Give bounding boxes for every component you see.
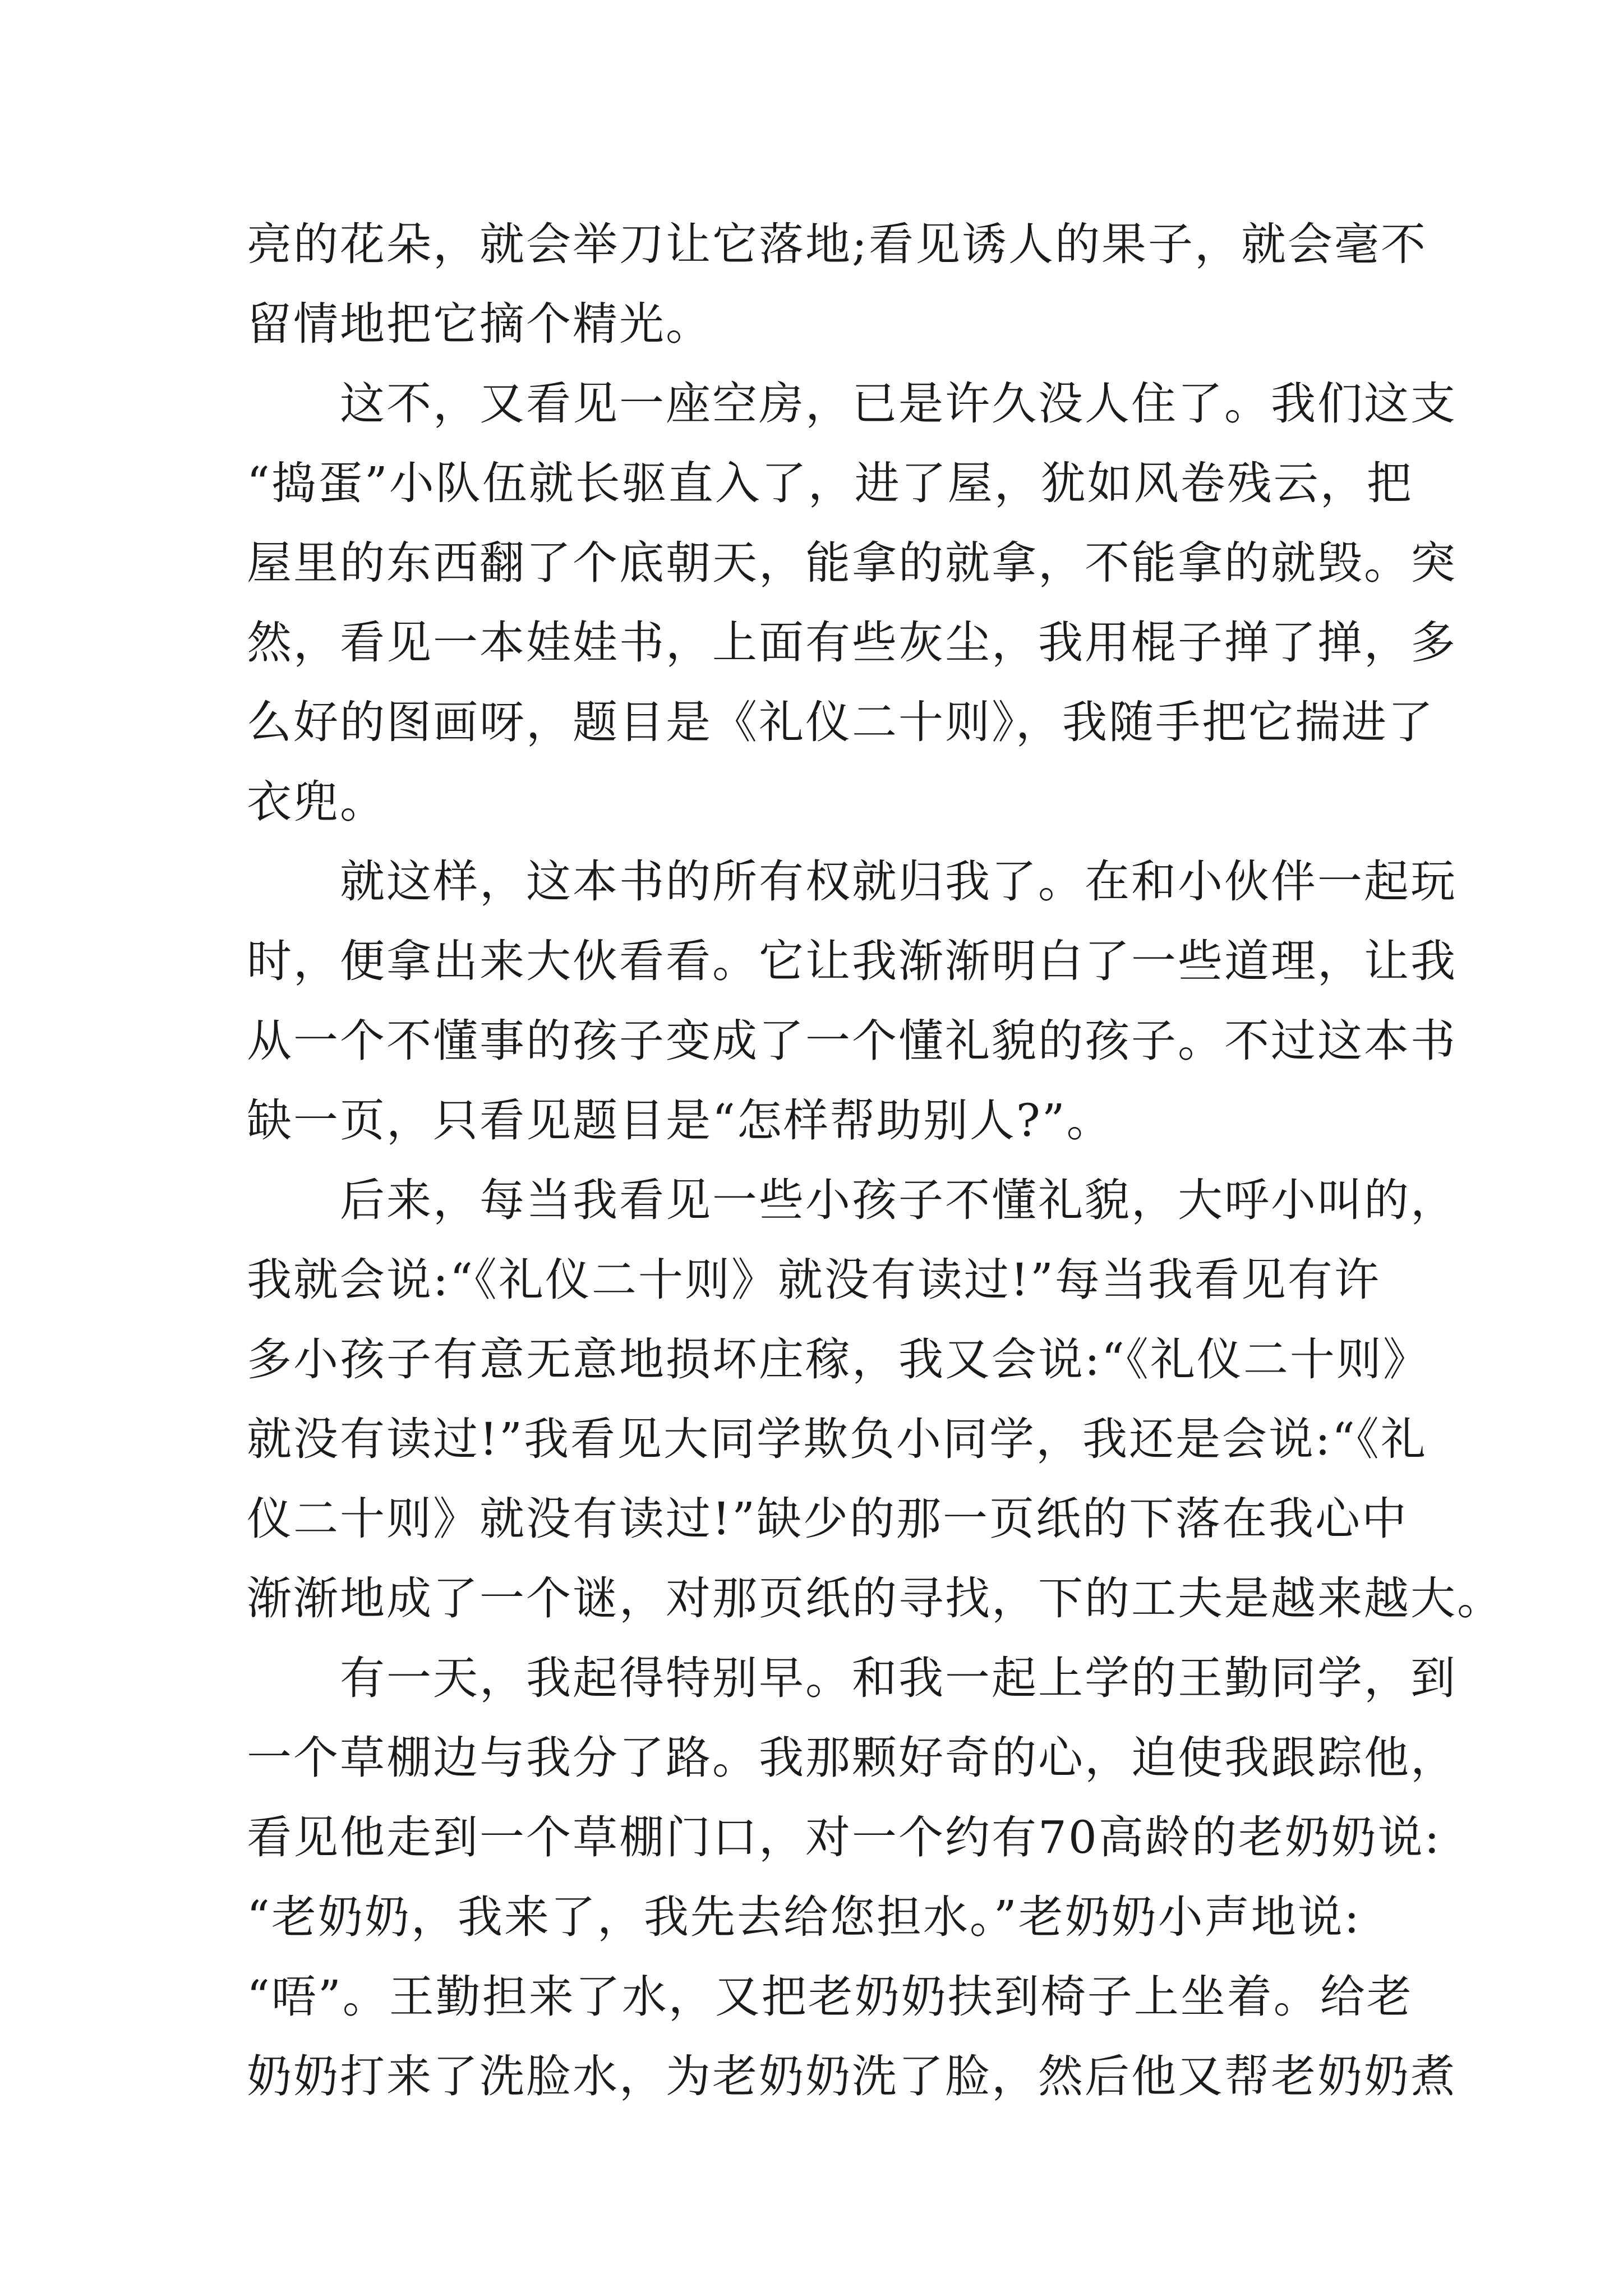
text-line: 从一个不懂事的孩子变成了一个懂礼貌的孩子。不过这本书 (247, 1015, 1457, 1067)
text-line: 仪二十则》就没有读过!”缺少的那一页纸的下落在我心中 (247, 1493, 1409, 1545)
text-line: 然，看见一本娃娃书，上面有些灰尘，我用棍子掸了掸，多 (247, 616, 1457, 669)
text-line: 就没有读过!”我看见大同学欺负小同学，我还是会说:“《礼 (247, 1413, 1427, 1465)
text-line: 后来，每当我看见一些小孩子不懂礼貌，大呼小叫的， (247, 1174, 1457, 1226)
text-line: “老奶奶，我来了，我先去给您担水。”老奶奶小声地说: (247, 1891, 1361, 1943)
essay-text (247, 205, 1504, 2116)
text-line: 亮的花朵，就会举刀让它落地;看见诱人的果子，就会毫不 (247, 218, 1427, 270)
text-line: 多小孩子有意无意地损坏庄稼，我又会说:“《礼仪二十则》 (247, 1333, 1430, 1386)
text-line: 屋里的东西翻了个底朝天，能拿的就拿，不能拿的就毁。突 (247, 537, 1457, 589)
text-line: 这不，又看见一座空房，已是许久没人住了。我们这支 (247, 378, 1457, 430)
text-line: 奶奶打来了洗脸水，为老奶奶洗了脸，然后他又帮老奶奶煮 (247, 2050, 1457, 2102)
text-line: 留情地把它摘个精光。 (247, 298, 712, 350)
text-line: 衣兜。 (247, 776, 386, 828)
text-line: 时，便拿出来大伙看看。它让我渐渐明白了一些道理，让我 (247, 935, 1457, 987)
text-line: 有一天，我起得特别早。和我一起上学的王勤同学，到 (247, 1652, 1457, 1704)
text-line: 缺一页，只看见题目是“怎样帮助别人?”。 (247, 1094, 1113, 1147)
text-line: 一个草棚边与我分了路。我那颗好奇的心，迫使我跟踪他， (247, 1732, 1457, 1784)
text-line: 我就会说:“《礼仪二十则》就没有读过!”每当我看见有许 (247, 1254, 1381, 1306)
text-line: 就这样，这本书的所有权就归我了。在和小伙伴一起玩 (247, 855, 1457, 908)
text-line: “唔”。王勤担来了水，又把老奶奶扶到椅子上坐着。给老 (247, 1971, 1413, 2023)
text-line: 渐渐地成了一个谜，对那页纸的寻找，下的工夫是越来越大。 (247, 1572, 1504, 1625)
text-line: 看见他走到一个草棚门口，对一个约有70高龄的老奶奶说: (247, 1811, 1441, 1864)
text-line: 么好的图画呀，题目是《礼仪二十则》，我随手把它揣进了 (247, 696, 1435, 748)
text-line: “捣蛋”小队伍就长驱直入了，进了屋，犹如风卷残云，把 (247, 457, 1413, 509)
